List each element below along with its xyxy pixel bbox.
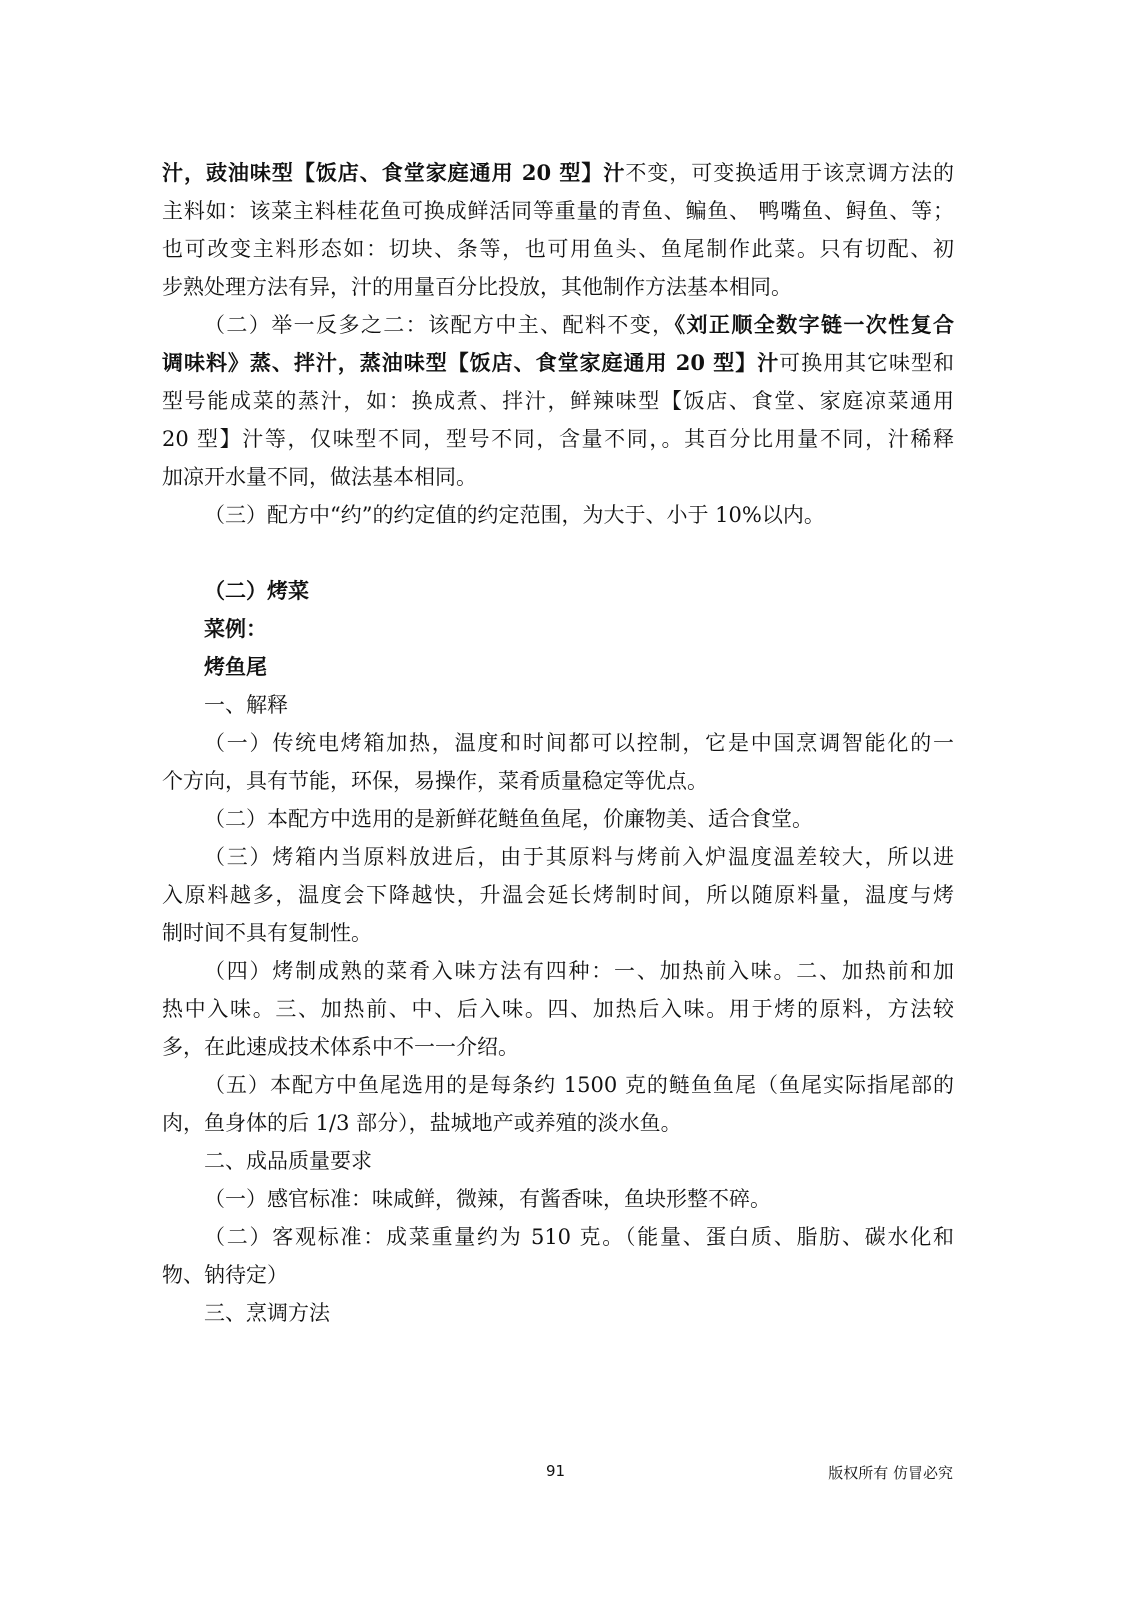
dish-name: 烤鱼尾 — [204, 654, 267, 679]
spacer — [162, 534, 954, 572]
paragraph-line: （一）感官标准：味咸鲜，微辣，有酱香味，鱼块形整不碎。 — [204, 1187, 771, 1211]
paragraph-line: 肉，鱼身体的后 1/3 部分），盐城地产或养殖的淡水鱼。 — [162, 1111, 682, 1135]
paragraph-line: 制时间不具有复制性。 — [162, 921, 372, 945]
paragraph-line — [162, 306, 954, 344]
subheading: 二、成品质量要求 — [204, 1149, 372, 1173]
paragraph-line: 型号能成菜的蒸汁，如：换成煮、拌汁，鲜辣味型【饭店、食堂、家庭凉菜通用 — [162, 389, 954, 413]
text: 可换用其它味型和 — [779, 351, 954, 375]
page-number: 91 — [546, 1462, 566, 1480]
subheading: 一、解释 — [204, 693, 288, 717]
paragraph-line: 加凉开水量不同，做法基本相同。 — [162, 465, 477, 489]
text: 不变，可变换适用于该烹调方法的 — [625, 161, 954, 185]
paragraph-line: 也可改变主料形态如：切块、条等，也可用鱼头、鱼尾制作此菜。只有切配、初 — [162, 237, 954, 261]
subheading: 三、烹调方法 — [204, 1301, 330, 1325]
paragraph-line — [162, 344, 954, 382]
paragraph-line: （二）本配方中选用的是新鲜花鲢鱼鱼尾，价廉物美、适合食堂。 — [204, 807, 813, 831]
paragraph-line: 物、钠待定） — [162, 1263, 288, 1287]
paragraph-line: 多，在此速成技术体系中不一一介绍。 — [162, 1035, 519, 1059]
paragraph-line: 20 型】汁等，仅味型不同，型号不同，含量不同，。其百分比用量不同，汁稀释 — [162, 427, 954, 451]
copyright-notice: 版权所有 仿冒必究 — [828, 1464, 953, 1482]
bold-text: 《刘正顺全数字链一次性复合 — [674, 312, 954, 337]
bold-text: 汁，豉油味型【饭店、食堂家庭通用 20 型】汁 — [162, 160, 626, 185]
paragraph-line: 个方向，具有节能，环保，易操作，菜肴质量稳定等优点。 — [162, 769, 708, 793]
bold-text: 调味料》蒸、拌汁，蒸油味型【饭店、食堂家庭通用 20 型】汁 — [162, 350, 780, 375]
paragraph-line: （三）烤箱内当原料放进后，由于其原料与烤前入炉温度温差较大，所以进 — [204, 845, 954, 869]
paragraph-line: 主料如：该菜主料桂花鱼可换成鲜活同等重量的青鱼、鳊鱼、 鸭嘴鱼、鲟鱼、等； — [162, 199, 954, 223]
section-title: （二）烤菜 — [204, 578, 309, 603]
paragraph-line: 热中入味。三、加热前、中、后入味。四、加热后入味。用于烤的原料，方法较 — [162, 997, 954, 1021]
paragraph-line: （四）烤制成熟的菜肴入味方法有四种：一、加热前入味。二、加热前和加 — [204, 959, 954, 983]
paragraph-line: （三）配方中“约”的约定值的约定范围，为大于、小于 10%以内。 — [204, 503, 825, 527]
text: （二）举一反多之二：该配方中主、配料不变， — [204, 313, 675, 337]
paragraph-line: （二）客观标准：成菜重量约为 510 克。（能量、蛋白质、脂肪、碳水化和 — [204, 1225, 954, 1249]
example-label: 菜例： — [204, 616, 267, 641]
paragraph-line — [162, 154, 954, 192]
paragraph-line: （一）传统电烤箱加热，温度和时间都可以控制，它是中国烹调智能化的一 — [204, 731, 954, 755]
page-footer — [0, 1462, 1131, 1486]
paragraph-line: 入原料越多，温度会下降越快，升温会延长烤制时间，所以随原料量，温度与烤 — [162, 883, 954, 907]
paragraph-line: （五）本配方中鱼尾选用的是每条约 1500 克的鲢鱼鱼尾（鱼尾实际指尾部的 — [204, 1073, 954, 1097]
paragraph-line: 步熟处理方法有异，汁的用量百分比投放，其他制作方法基本相同。 — [162, 275, 792, 299]
document-body — [162, 154, 954, 1332]
